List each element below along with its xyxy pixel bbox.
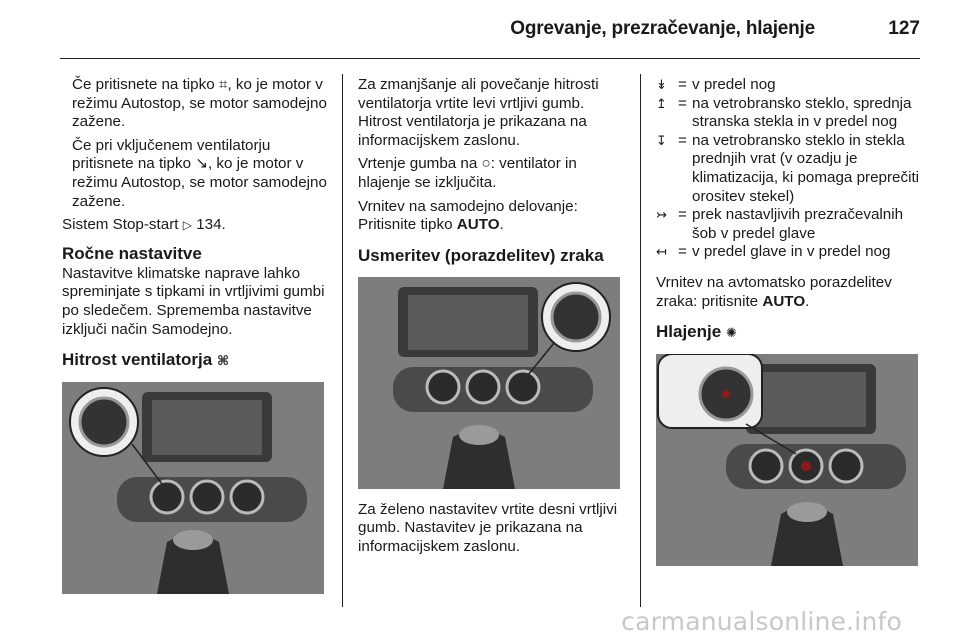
heading-hitrost-text: Hitrost ventilatorja: [62, 350, 213, 370]
column-1: [62, 76, 330, 606]
stop-start-text: Sistem Stop-start: [62, 216, 179, 234]
column-2: [358, 76, 628, 562]
dashboard-photo-distribution: [358, 277, 620, 489]
column-3: [656, 76, 926, 578]
list-item: [656, 206, 926, 243]
list-item-text: v predel nog: [692, 76, 776, 93]
equals-sign: =: [678, 206, 687, 224]
list-item: [656, 76, 926, 95]
page-title: Ogrevanje, prezračevanje, hlajenje: [510, 18, 815, 39]
photo-cooling-button: [656, 354, 918, 566]
heading-rocne-nastavitve: Ročne nastavitve: [62, 243, 202, 263]
auto-label: AUTO: [762, 292, 806, 310]
page-header: [0, 0, 960, 60]
auto-return-text: Vrnitev na samodejno delovanje: Pritisnite tipko: [358, 197, 578, 234]
footwell-icon: ↡: [656, 77, 667, 92]
list-item: [656, 132, 926, 206]
equals-sign: =: [678, 131, 687, 149]
list-item-text: v predel glave in v predel nog: [692, 243, 891, 261]
column-divider-2: [640, 74, 641, 607]
column-divider-1: [342, 74, 343, 607]
paragraph-manual-settings: Nastavitve klimatske naprave lahko spreminjate s tipkami in vrtljivimi gumbi po sledečem. Sprememba nastavitve izključi način Samodejno.: [62, 264, 325, 338]
distribution-list: [656, 76, 926, 262]
paragraph-auto-distribution: Vrnitev na avtomatsko porazdelitev zraka: pritisnite AUTO.: [656, 273, 892, 310]
watermark: carmanualsonline.info: [621, 607, 902, 636]
paragraph-distribution-knob: Za želeno nastavitev vrtite desni vrtljivi gumb. Nastavitev je prikazana na informacijskem zaslonu.: [358, 500, 618, 555]
stop-start-page-link[interactable]: 134.: [196, 216, 226, 234]
header-divider: [60, 58, 920, 59]
list-item: [656, 243, 926, 262]
photo-air-distribution-knob: [358, 277, 620, 489]
list-item-text: prek nastavljivih prezračevalnih šob v predel glave: [692, 206, 904, 242]
equals-sign: =: [678, 243, 687, 261]
equals-sign: =: [678, 94, 687, 112]
page-number: 127: [888, 18, 920, 39]
fan-icon: ⌘: [216, 353, 229, 369]
dashboard-photo-cooling: [656, 354, 918, 566]
paragraph-auto-return: Vrnitev na samodejno delovanje: Pritisnite tipko AUTO.: [358, 197, 578, 234]
list-item: [656, 95, 926, 132]
photo-fan-speed-knob: [62, 382, 324, 594]
head-footwell-icon: ↤: [656, 244, 667, 260]
list-item-text: na vetrobransko steklo in stekla prednjih vrat (v ozadju je klimatizacija, ki pomaga preprečiti orositev stekel): [692, 131, 920, 205]
windscreen-icon: ↧: [656, 132, 667, 148]
paragraph-autostop-fan: Če pri vključenem ventilatorju pritisnete na tipko ↘, ko je motor v režimu Autostop, se motor samodejno zažene.: [72, 136, 327, 210]
heading-hlajenje-text: Hlajenje: [656, 322, 722, 342]
auto-label: AUTO: [456, 216, 500, 234]
equals-sign: =: [678, 76, 687, 93]
windscreen-footwell-icon: ↥: [656, 95, 667, 111]
paragraph-autostop-defrost: Če pritisnete na tipko ⌗, ko je motor v režimu Autostop, se motor samodejno zažene.: [72, 76, 327, 131]
auto-distribution-text: Vrnitev na avtomatsko porazdelitev zraka: pritisnite: [656, 273, 892, 310]
heading-usmeritev-zraka: Usmeritev (porazdelitev) zraka: [358, 245, 604, 265]
heading-hitrost-ventilatorja: [62, 349, 330, 372]
paragraph-stop-start-ref: [62, 216, 330, 235]
reference-arrow-icon: ▷: [182, 218, 192, 233]
paragraph-fan-speed: Za zmanjšanje ali povečanje hitrosti ventilatorja vrtite levi vrtljivi gumb. Hitrost ventilatorja je prikazana na informacijskem zaslonu.: [358, 76, 599, 149]
snowflake-icon: ✺: [725, 325, 737, 341]
paragraph-fan-off: Vrtenje gumba na ○: ventilator in hlajenje se izključita.: [358, 155, 577, 191]
heading-hlajenje: [656, 321, 926, 344]
dashboard-photo-fan: [62, 382, 324, 594]
list-item-text: na vetrobransko steklo, sprednja stranska stekla in v predel nog: [692, 94, 912, 131]
head-level-icon: ↣: [656, 207, 667, 223]
